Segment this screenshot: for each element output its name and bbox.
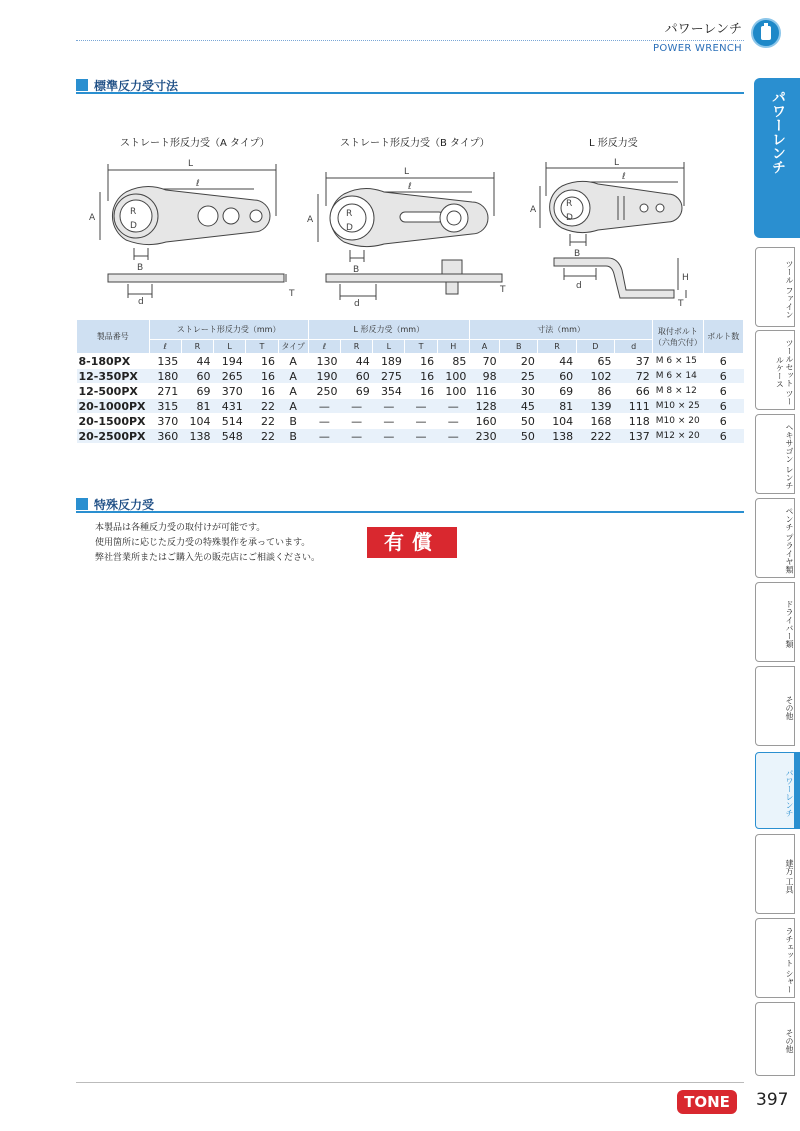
cell: 37 — [614, 354, 652, 369]
dim-H: H — [682, 273, 689, 283]
cell: 271 — [149, 384, 181, 399]
cell-bolt-count: 6 — [703, 414, 743, 429]
drawing-b-type — [304, 156, 514, 306]
cell: 315 — [149, 399, 181, 414]
cell-bolt-count: 6 — [703, 354, 743, 369]
cell: 44 — [538, 354, 576, 369]
cell: A — [278, 369, 308, 384]
sidebar-active-tab[interactable] — [754, 78, 800, 238]
col-bolt: 取付ボルト（六角穴付） — [653, 320, 703, 354]
cell: A — [278, 384, 308, 399]
cell-bolt: M 8 × 12 — [653, 384, 703, 399]
cell-part-no: 8-180PX — [77, 354, 150, 369]
sub-l-R: R — [340, 340, 372, 354]
cell: 85 — [437, 354, 469, 369]
sidebar-active-label: パワーレンチ — [770, 90, 786, 174]
cell: 275 — [373, 369, 405, 384]
cell: 128 — [469, 399, 499, 414]
sub-s-l: ℓ — [149, 340, 181, 354]
cell-part-no: 20-2500PX — [77, 429, 150, 444]
cell: 168 — [576, 414, 614, 429]
table-header-row — [77, 320, 744, 340]
cell: 66 — [614, 384, 652, 399]
cell: 370 — [214, 384, 246, 399]
page-number: 397 — [756, 1090, 789, 1110]
cell: 118 — [614, 414, 652, 429]
dim-A: A — [307, 215, 314, 225]
sub-d: d — [614, 340, 652, 354]
section-special-title: 特殊反力受 — [94, 498, 155, 512]
cell-bolt-count: 6 — [703, 429, 743, 444]
dim-B: B — [353, 265, 360, 275]
header-rule — [76, 40, 744, 41]
cell: 354 — [373, 384, 405, 399]
cell: 194 — [214, 354, 246, 369]
sub-R: R — [538, 340, 576, 354]
cell: 65 — [576, 354, 614, 369]
dim-L: L — [614, 158, 620, 168]
cell: 86 — [576, 384, 614, 399]
cell: — — [405, 429, 437, 444]
cell: 514 — [214, 414, 246, 429]
table-row — [77, 399, 744, 414]
cell: 104 — [538, 414, 576, 429]
section-marker — [76, 79, 88, 91]
cell: 137 — [614, 429, 652, 444]
cell: 70 — [469, 354, 499, 369]
cell-bolt-count: 6 — [703, 384, 743, 399]
cell: — — [373, 414, 405, 429]
table-row — [77, 414, 744, 429]
cell: — — [405, 414, 437, 429]
cell-bolt: M 6 × 15 — [653, 354, 703, 369]
drawing-b-label: ストレート形反力受（B タイプ） — [340, 138, 490, 149]
sidebar-tab-construction[interactable]: 建方 工具 — [755, 834, 795, 914]
cell: 130 — [308, 354, 340, 369]
cell: 22 — [246, 414, 278, 429]
cell: 50 — [500, 429, 538, 444]
cell: 44 — [340, 354, 372, 369]
col-dims: 寸法（mm） — [469, 320, 652, 340]
sub-B: B — [500, 340, 538, 354]
sub-l-T: T — [405, 340, 437, 354]
paid-badge: 有償 — [367, 527, 457, 558]
sidebar-tab-drivers[interactable]: ドライバー類 — [755, 582, 795, 662]
drawing-a-type — [86, 156, 296, 306]
cell: 116 — [469, 384, 499, 399]
cell: 69 — [538, 384, 576, 399]
sidebar-tab-tool-sets[interactable]: ツールセット ツールケース — [755, 330, 795, 410]
section-standard-header — [76, 78, 744, 94]
cell: 100 — [437, 369, 469, 384]
cell: 16 — [246, 384, 278, 399]
header-title: パワーレンチ — [664, 22, 742, 37]
cell: 139 — [576, 399, 614, 414]
cell: 81 — [538, 399, 576, 414]
cell-part-no: 20-1500PX — [77, 414, 150, 429]
cell: A — [278, 354, 308, 369]
special-text-line: 使用箇所に応じた反力受の特殊製作を承っています。 — [95, 538, 311, 548]
cell: 222 — [576, 429, 614, 444]
sub-l-H: H — [437, 340, 469, 354]
table-subheader-row — [77, 340, 744, 354]
sidebar-tab-pliers[interactable]: ペンチ プライヤ類 — [755, 498, 795, 578]
cell: 22 — [246, 399, 278, 414]
cell: 98 — [469, 369, 499, 384]
cell: 548 — [214, 429, 246, 444]
cell-part-no: 20-1000PX — [77, 399, 150, 414]
sidebar-tab-other[interactable]: その他 — [755, 666, 795, 746]
col-l-shape: L 形反力受（mm） — [308, 320, 469, 340]
cell: 111 — [614, 399, 652, 414]
cell-bolt: M10 × 20 — [653, 414, 703, 429]
section-standard-title: 標準反力受寸法 — [94, 79, 179, 93]
spec-table — [76, 319, 744, 444]
cell: 72 — [614, 369, 652, 384]
col-bolt-count: ボルト数 — [703, 320, 743, 354]
dim-T: T — [289, 289, 295, 299]
cell: — — [437, 429, 469, 444]
dim-d: d — [354, 299, 360, 306]
cell: 16 — [246, 369, 278, 384]
cell: 250 — [308, 384, 340, 399]
cell: 135 — [149, 354, 181, 369]
drawing-a-label: ストレート形反力受（A タイプ） — [120, 138, 270, 149]
dim-l: ℓ — [622, 172, 626, 182]
cell: 431 — [214, 399, 246, 414]
dim-T: T — [500, 285, 506, 295]
cell: — — [405, 399, 437, 414]
sub-l-l: ℓ — [308, 340, 340, 354]
dim-R: R — [130, 207, 137, 217]
cell: 60 — [181, 369, 213, 384]
cell: A — [278, 399, 308, 414]
sidebar-tab-ratchet[interactable]: ラチェット シャー — [755, 918, 795, 998]
cell: — — [437, 414, 469, 429]
cell: — — [340, 399, 372, 414]
col-part-no: 製品番号 — [77, 320, 150, 354]
cell: 45 — [500, 399, 538, 414]
cell-bolt-count: 6 — [703, 369, 743, 384]
dim-L: L — [188, 159, 194, 169]
dim-D: D — [346, 223, 353, 233]
table-row — [77, 384, 744, 399]
cell: 190 — [308, 369, 340, 384]
sub-s-R: R — [181, 340, 213, 354]
sub-s-L: L — [214, 340, 246, 354]
cell: 16 — [405, 369, 437, 384]
col-straight: ストレート形反力受（mm） — [149, 320, 308, 340]
dim-A: A — [530, 205, 537, 215]
cell: 25 — [500, 369, 538, 384]
sub-s-type: タイプ — [278, 340, 308, 354]
dim-l: ℓ — [196, 179, 200, 189]
table-row — [77, 429, 744, 444]
drawing-l-label: L 形反力受 — [589, 138, 638, 149]
cell: 265 — [214, 369, 246, 384]
dim-B: B — [574, 249, 581, 259]
cell: 69 — [181, 384, 213, 399]
sub-l-L: L — [373, 340, 405, 354]
cell: 50 — [500, 414, 538, 429]
table-row — [77, 354, 744, 369]
cell-bolt: M12 × 20 — [653, 429, 703, 444]
drawing-l-type — [528, 156, 698, 306]
dim-l: ℓ — [408, 182, 412, 192]
cell: 16 — [405, 384, 437, 399]
sidebar-tab-hexagon[interactable]: ヘキサゴン レンチ — [755, 414, 795, 494]
cell-part-no: 12-350PX — [77, 369, 150, 384]
cell: 102 — [576, 369, 614, 384]
cell-bolt: M10 × 25 — [653, 399, 703, 414]
cell: 20 — [500, 354, 538, 369]
cell: 81 — [181, 399, 213, 414]
cell: 16 — [246, 354, 278, 369]
cell: 30 — [500, 384, 538, 399]
cell: 138 — [181, 429, 213, 444]
cell: 160 — [469, 414, 499, 429]
dim-D: D — [130, 221, 137, 231]
cell: — — [308, 414, 340, 429]
cell: 44 — [181, 354, 213, 369]
cell: 138 — [538, 429, 576, 444]
cell: 360 — [149, 429, 181, 444]
header-subtitle: POWER WRENCH — [653, 43, 742, 54]
sidebar-tab-power-wrench[interactable]: パワーレンチ — [755, 752, 795, 829]
cell: 69 — [340, 384, 372, 399]
table-row — [77, 369, 744, 384]
cell: — — [373, 429, 405, 444]
sidebar-tab-fine-tools[interactable]: ツール ファイン — [755, 247, 795, 327]
dim-T: T — [678, 299, 684, 306]
section-marker — [76, 498, 88, 510]
cell: — — [308, 429, 340, 444]
tone-logo: TONE — [677, 1090, 737, 1114]
cell: — — [437, 399, 469, 414]
cell: 100 — [437, 384, 469, 399]
cell: — — [373, 399, 405, 414]
dim-R: R — [566, 199, 573, 209]
dim-D: D — [566, 213, 573, 223]
wrench-icon — [751, 18, 781, 48]
dim-d: d — [138, 297, 144, 306]
cell: 22 — [246, 429, 278, 444]
cell: 370 — [149, 414, 181, 429]
dim-L: L — [404, 167, 410, 177]
cell: 60 — [538, 369, 576, 384]
cell: B — [278, 414, 308, 429]
cell: — — [340, 414, 372, 429]
cell-bolt-count: 6 — [703, 399, 743, 414]
cell: — — [340, 429, 372, 444]
dim-d: d — [576, 281, 582, 291]
special-text-line: 弊社営業所またはご購入先の販売店にご相談ください。 — [95, 553, 321, 563]
cell-part-no: 12-500PX — [77, 384, 150, 399]
sub-A: A — [469, 340, 499, 354]
sub-D: D — [576, 340, 614, 354]
cell: 104 — [181, 414, 213, 429]
footer-rule — [76, 1082, 744, 1083]
dim-R: R — [346, 209, 353, 219]
sidebar-tab-other-2[interactable]: その他 — [755, 1002, 795, 1076]
cell: 189 — [373, 354, 405, 369]
cell: 60 — [340, 369, 372, 384]
cell-bolt: M 6 × 14 — [653, 369, 703, 384]
cell: 180 — [149, 369, 181, 384]
cell: 16 — [405, 354, 437, 369]
sidebar-selected-indicator — [794, 752, 800, 829]
cell: B — [278, 429, 308, 444]
cell: — — [308, 399, 340, 414]
special-text-line: 本製品は各種反力受の取付けが可能です。 — [95, 523, 266, 533]
sub-s-T: T — [246, 340, 278, 354]
section-special-header — [76, 497, 744, 513]
dim-B: B — [137, 263, 144, 273]
cell: 230 — [469, 429, 499, 444]
wrench-glyph-icon — [753, 20, 779, 46]
dim-A: A — [89, 213, 96, 223]
